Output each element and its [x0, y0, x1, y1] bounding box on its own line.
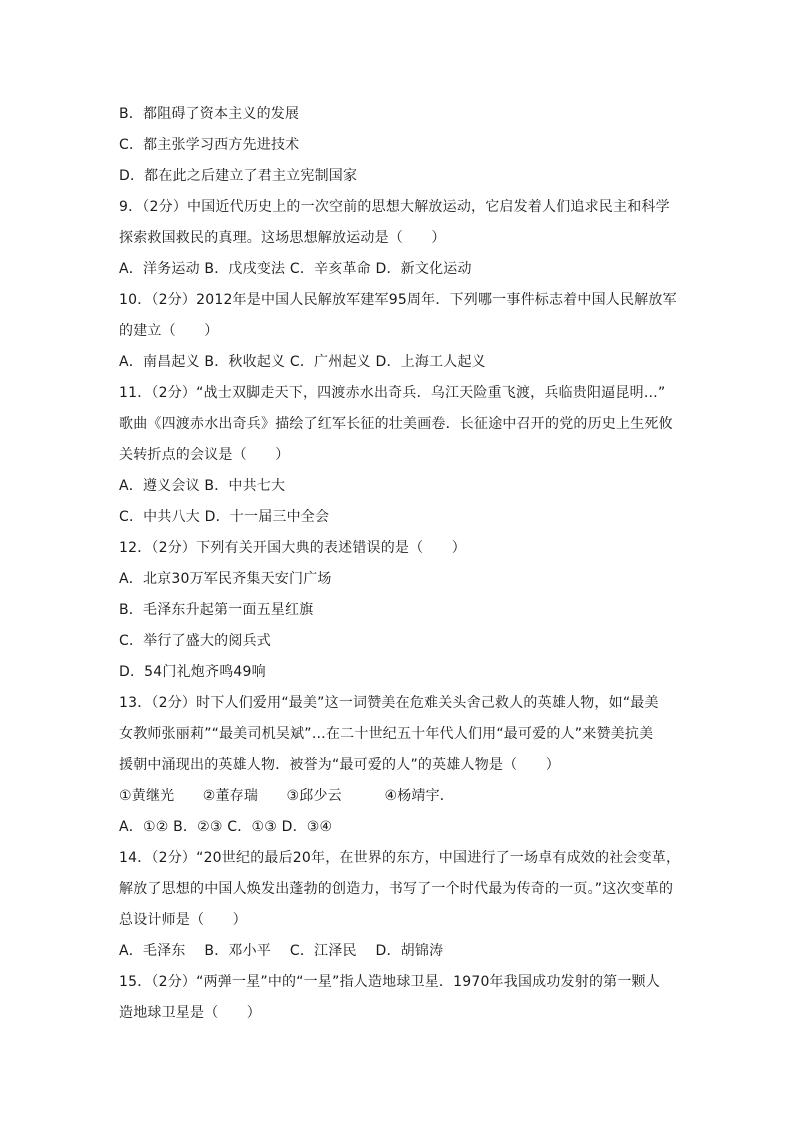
- option-b-text: B．都阻碍了资本主义的发展: [119, 106, 300, 122]
- question-11-line-1: 11．（2分）“战士双脚走天下，四渡赤水出奇兵．乌江天险重飞渡，兵临贵阳逼昆明…”: [119, 385, 666, 401]
- question-12-line-1: 12．（2分）下列有关开国大典的表述错误的是（ ）: [119, 540, 466, 556]
- question-10-options: A．南昌起义 B．秋收起义 C．广州起义 D．上海工人起义: [119, 354, 486, 370]
- document-body: [119, 99, 679, 1029]
- question-13-options: A．①② B．②③ C．①③ D．③④: [119, 819, 333, 835]
- question-11-line-3: 关转折点的会议是（ ）: [119, 447, 290, 463]
- question-12-option-b: B．毛泽东升起第一面五星红旗: [119, 602, 314, 618]
- question-9-line-1: 9．（2分）中国近代历史上的一次空前的思想大解放运动，它启发着人们追求民主和科学: [119, 199, 670, 215]
- option-c-text: C．都主张学习西方先进技术: [119, 137, 300, 153]
- question-10-line-1: 10．（2分）2012年是中国人民解放军建军95周年．下列哪一事件标志着中国人民解放军: [119, 292, 677, 308]
- question-11-line-2: 歌曲《四渡赤水出奇兵》描绘了红军长征的壮美画卷．长征途中召开的党的历史上生死攸: [119, 416, 673, 432]
- question-12-option-d: D．54门礼炮齐鸣49响: [119, 664, 266, 680]
- question-9-line-2: 探索救国救民的真理。这场思想解放运动是（ ）: [119, 230, 446, 246]
- question-13-line-2: 女教师张丽莉”“最美司机吴斌”…在二十世纪五十年代人们用“最可爱的人”来赞美抗美: [119, 726, 654, 742]
- question-15-line-2: 造地球卫星是（ ）: [119, 1005, 261, 1021]
- question-9-options: A．洋务运动 B．戊戌变法 C．辛亥革命 D．新文化运动: [119, 261, 472, 277]
- question-11-options-ab: A．遵义会议 B．中共七大: [119, 478, 286, 494]
- question-13-line-1: 13．（2分）时下人们爱用“最美”这一词赞美在危难关头舍己救人的英雄人物，如“最美: [119, 695, 659, 711]
- question-10-line-2: 的建立（ ）: [119, 323, 219, 339]
- question-14-line-2: 解放了思想的中国人焕发出蓬勃的创造力，书写了一个时代最为传奇的一页。”这次变革的: [119, 881, 674, 897]
- question-11-options-cd: C．中共八大 D．十一届三中全会: [119, 509, 330, 525]
- question-14-line-1: 14．（2分）“20世纪的最后20年，在世界的东方，中国进行了一场卓有成效的社会变革，: [119, 850, 681, 866]
- question-15-line-1: 15．（2分）“两弹一星”中的“一星”指人造地球卫星．1970年我国成功发射的第一颗人: [119, 974, 660, 990]
- question-12-option-c: C．举行了盛大的阅兵式: [119, 633, 271, 649]
- question-14-line-3: 总设计师是（ ）: [119, 912, 247, 928]
- question-13-items: ①黄继光 ②董存瑞 ③邱少云 ④杨靖宇．: [119, 788, 455, 804]
- question-13-line-3: 援朝中涌现出的英雄人物．被誉为“最可爱的人”的英雄人物是（ ）: [119, 757, 560, 773]
- option-d-text: D．都在此之后建立了君主立宪制国家: [119, 168, 358, 184]
- question-14-options: A．毛泽东 B．邓小平 C．江泽民 D．胡锦涛: [119, 943, 444, 959]
- question-12-option-a: A．北京30万军民齐集天安门广场: [119, 571, 332, 587]
